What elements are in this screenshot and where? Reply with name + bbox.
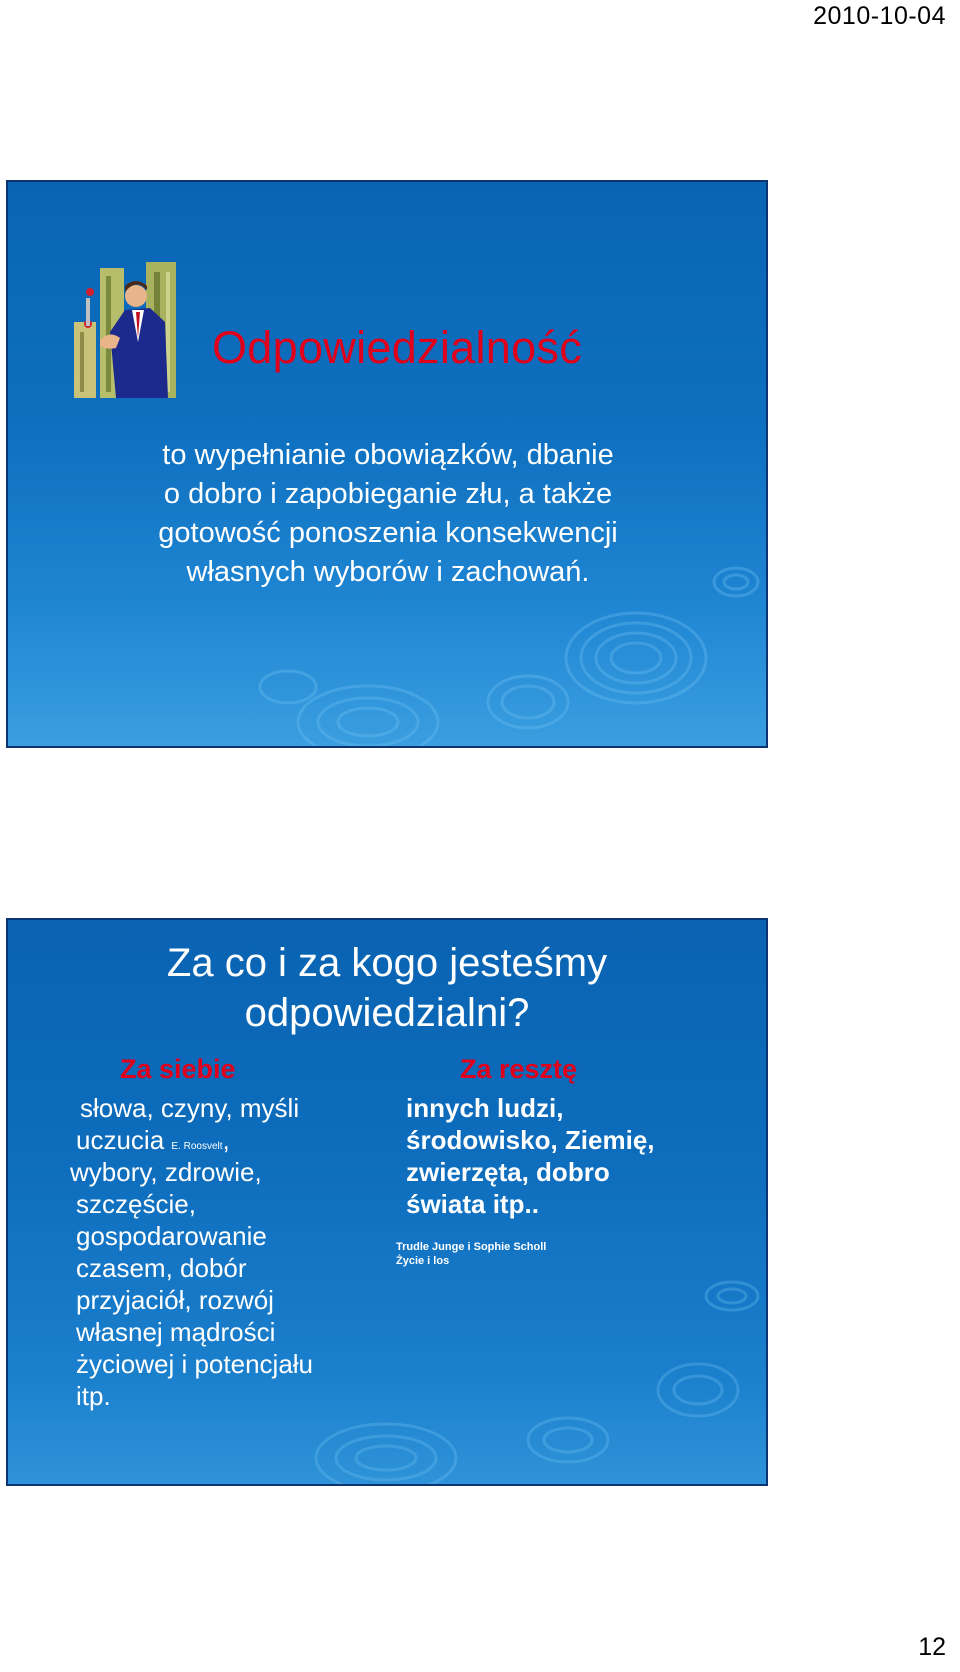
left-column-line: czasem, dobór bbox=[76, 1253, 247, 1283]
definition-line: własnych wyborów i zachowań. bbox=[186, 556, 590, 588]
citation-line: Życie i los bbox=[396, 1255, 450, 1267]
definition-line: o dobro i zapobieganie złu, a także bbox=[163, 478, 613, 510]
left-column-line: itp. bbox=[76, 1381, 111, 1411]
left-column-list bbox=[70, 1156, 370, 1412]
slide-2 bbox=[6, 918, 768, 1486]
slide-1 bbox=[6, 180, 768, 748]
definition-line: to wypełnianie obowiązków, dbanie bbox=[162, 439, 614, 471]
definition-line: gotowość ponoszenia konsekwencji bbox=[158, 517, 618, 549]
right-column-line: środowisko, Ziemię, bbox=[406, 1125, 655, 1155]
businessman-with-buildings-icon bbox=[70, 262, 180, 402]
left-column-line bbox=[76, 1124, 230, 1156]
left-column-line-text: uczucia bbox=[76, 1125, 165, 1155]
right-column-list bbox=[406, 1092, 655, 1220]
author-note: E. Roosvelt bbox=[171, 1141, 223, 1152]
left-column-line: życiowej i potencjału bbox=[76, 1349, 314, 1379]
slide-title: Odpowiedzialność bbox=[212, 322, 583, 373]
left-column-line: przyjaciół, rozwój bbox=[76, 1285, 274, 1315]
left-column-line: słowa, czyny, myśli bbox=[80, 1093, 300, 1123]
definition-text bbox=[68, 436, 708, 592]
left-column-line: gospodarowanie bbox=[76, 1221, 267, 1251]
left-column-line: szczęście, bbox=[76, 1189, 196, 1219]
citation bbox=[396, 1240, 546, 1268]
slide-title-line: odpowiedzialni? bbox=[244, 991, 530, 1035]
slide-title-line: Za co i za kogo jesteśmy bbox=[166, 941, 608, 985]
right-column-line: świata itp.. bbox=[406, 1189, 539, 1219]
left-column-heading: Za siebie bbox=[120, 1054, 236, 1084]
right-column-line: innych ludzi, bbox=[406, 1093, 564, 1123]
citation-line: Trudle Junge i Sophie Scholl bbox=[396, 1241, 547, 1253]
page-number: 12 bbox=[918, 1633, 946, 1661]
header-date: 2010-10-04 bbox=[813, 2, 946, 30]
right-column-heading: Za resztę bbox=[460, 1054, 578, 1084]
left-column-line-tail: , bbox=[222, 1125, 230, 1155]
right-column-line: zwierzęta, dobro bbox=[406, 1157, 610, 1187]
slide-title bbox=[8, 938, 766, 1038]
left-column-line: własnej mądrości bbox=[76, 1317, 276, 1347]
left-column-line: wybory, zdrowie, bbox=[70, 1157, 262, 1187]
